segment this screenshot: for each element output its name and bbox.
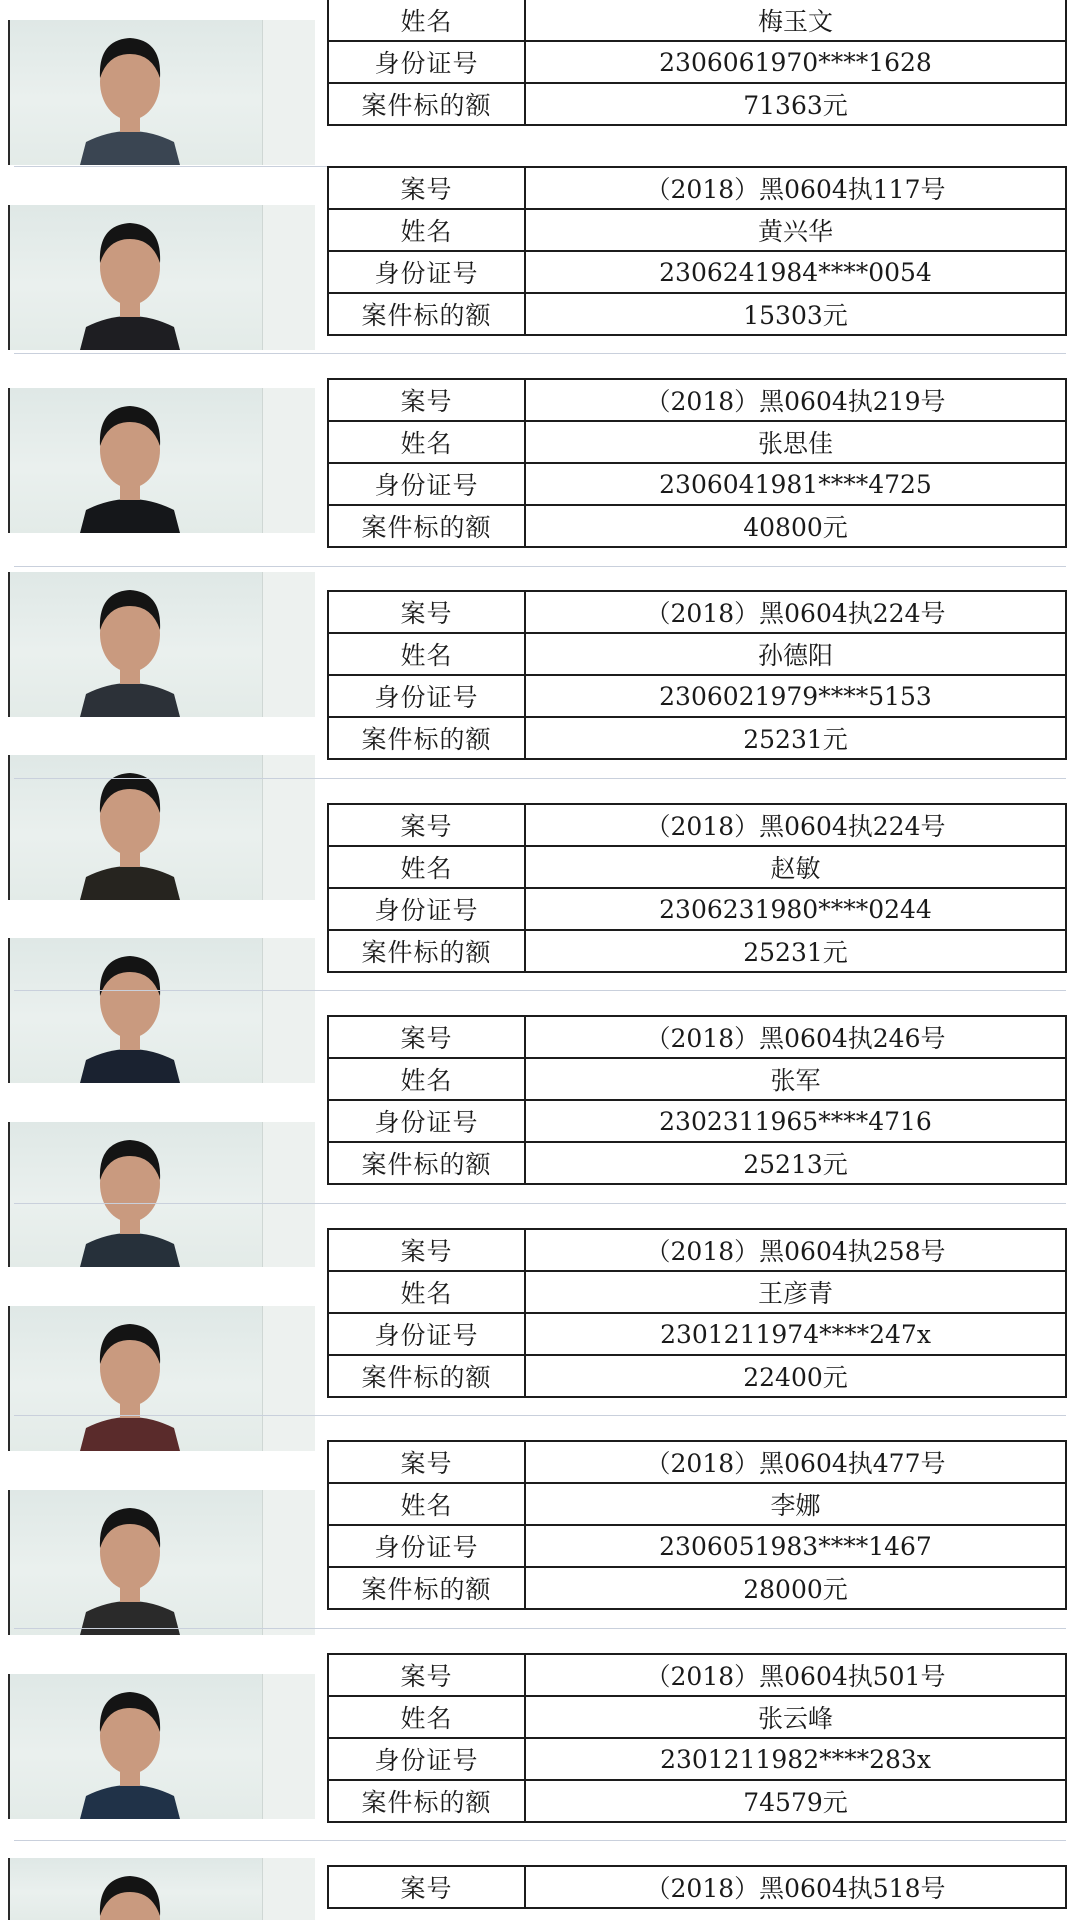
- amount-label: 案件标的额: [328, 83, 525, 125]
- table-row: [328, 209, 1066, 251]
- table-row: [328, 1271, 1066, 1313]
- id-number-value: 2306061970****1628: [525, 41, 1066, 83]
- amount-value: 15303元: [525, 293, 1066, 335]
- id-number-value: 2306241984****0054: [525, 251, 1066, 293]
- table-row: [328, 251, 1066, 293]
- name-value: 李娜: [525, 1483, 1066, 1525]
- amount-label: 案件标的额: [328, 1567, 525, 1609]
- table-row: [328, 505, 1066, 547]
- case-number-value: （2018）黑0604执501号: [525, 1654, 1066, 1696]
- amount-value: 74579元: [525, 1780, 1066, 1822]
- id-number-label: 身份证号: [328, 1100, 525, 1142]
- table-row: [328, 167, 1066, 209]
- name-value: 张军: [525, 1058, 1066, 1100]
- table-row: [328, 930, 1066, 972]
- divider: [14, 1203, 1066, 1204]
- case-number-label: 案号: [328, 591, 525, 633]
- person-portrait-icon: [60, 205, 200, 350]
- id-number-label: 身份证号: [328, 1313, 525, 1355]
- record-table: [327, 1015, 1067, 1185]
- case-number-value: （2018）黑0604执258号: [525, 1229, 1066, 1271]
- amount-label: 案件标的额: [328, 930, 525, 972]
- table-row: [328, 1016, 1066, 1058]
- record-table: [327, 803, 1067, 973]
- person-photo: [8, 1122, 315, 1267]
- case-number-label: 案号: [328, 1654, 525, 1696]
- name-value: 张云峰: [525, 1696, 1066, 1738]
- person-portrait-icon: [60, 388, 200, 533]
- person-photo: [8, 1674, 315, 1819]
- id-number-value: 2301211982****283x: [525, 1738, 1066, 1780]
- case-number-value: （2018）黑0604执117号: [525, 167, 1066, 209]
- table-row: [328, 1738, 1066, 1780]
- name-label: 姓名: [328, 209, 525, 251]
- id-number-label: 身份证号: [328, 1525, 525, 1567]
- table-row: [328, 1567, 1066, 1609]
- person-photo: [8, 205, 315, 350]
- name-label: 姓名: [328, 0, 525, 41]
- record-table: [327, 378, 1067, 548]
- table-row: [328, 591, 1066, 633]
- name-value: 王彦青: [525, 1271, 1066, 1313]
- table-row: [328, 1866, 1066, 1908]
- divider: [14, 990, 1066, 991]
- table-row: [328, 0, 1066, 41]
- person-photo: [8, 938, 315, 1083]
- table-row: [328, 675, 1066, 717]
- divider: [14, 566, 1066, 567]
- person-photo: [8, 1306, 315, 1451]
- case-number-label: 案号: [328, 1866, 525, 1908]
- table-row: [328, 1654, 1066, 1696]
- table-row: [328, 804, 1066, 846]
- case-number-value: （2018）黑0604执224号: [525, 804, 1066, 846]
- table-row: [328, 717, 1066, 759]
- table-row: [328, 293, 1066, 335]
- record-table: [327, 1865, 1067, 1909]
- case-number-label: 案号: [328, 804, 525, 846]
- case-number-label: 案号: [328, 1229, 525, 1271]
- amount-value: 25231元: [525, 930, 1066, 972]
- amount-label: 案件标的额: [328, 293, 525, 335]
- amount-label: 案件标的额: [328, 717, 525, 759]
- record-table: [327, 1228, 1067, 1398]
- person-photo: [8, 572, 315, 717]
- table-row: [328, 1313, 1066, 1355]
- record-table: [327, 590, 1067, 760]
- id-number-label: 身份证号: [328, 41, 525, 83]
- name-label: 姓名: [328, 1483, 525, 1525]
- id-number-value: 2301211974****247x: [525, 1313, 1066, 1355]
- divider: [14, 353, 1066, 354]
- name-label: 姓名: [328, 633, 525, 675]
- id-number-value: 2306041981****4725: [525, 463, 1066, 505]
- table-row: [328, 1525, 1066, 1567]
- person-portrait-icon: [60, 1674, 200, 1819]
- amount-value: 40800元: [525, 505, 1066, 547]
- id-number-label: 身份证号: [328, 463, 525, 505]
- person-portrait-icon: [60, 938, 200, 1083]
- person-photo: [8, 20, 315, 165]
- table-row: [328, 379, 1066, 421]
- person-portrait-icon: [60, 572, 200, 717]
- name-label: 姓名: [328, 846, 525, 888]
- table-row: [328, 1483, 1066, 1525]
- person-portrait-icon: [60, 1122, 200, 1267]
- id-number-label: 身份证号: [328, 675, 525, 717]
- case-number-label: 案号: [328, 167, 525, 209]
- amount-value: 22400元: [525, 1355, 1066, 1397]
- amount-value: 71363元: [525, 83, 1066, 125]
- table-row: [328, 1058, 1066, 1100]
- record-table: [327, 1440, 1067, 1610]
- divider: [14, 1628, 1066, 1629]
- case-number-value: （2018）黑0604执224号: [525, 591, 1066, 633]
- name-label: 姓名: [328, 421, 525, 463]
- table-row: [328, 421, 1066, 463]
- person-photo: [8, 1490, 315, 1635]
- amount-value: 25231元: [525, 717, 1066, 759]
- amount-value: 28000元: [525, 1567, 1066, 1609]
- case-number-label: 案号: [328, 1016, 525, 1058]
- amount-label: 案件标的额: [328, 1355, 525, 1397]
- divider: [14, 1840, 1066, 1841]
- table-row: [328, 888, 1066, 930]
- case-number-label: 案号: [328, 379, 525, 421]
- name-value: 黄兴华: [525, 209, 1066, 251]
- id-number-label: 身份证号: [328, 251, 525, 293]
- id-number-value: 2302311965****4716: [525, 1100, 1066, 1142]
- table-row: [328, 1100, 1066, 1142]
- record-table: [327, 1653, 1067, 1823]
- name-value: 孙德阳: [525, 633, 1066, 675]
- record-table: [327, 0, 1067, 126]
- name-value: 梅玉文: [525, 0, 1066, 41]
- case-number-value: （2018）黑0604执518号: [525, 1866, 1066, 1908]
- name-label: 姓名: [328, 1271, 525, 1313]
- id-number-value: 2306021979****5153: [525, 675, 1066, 717]
- amount-label: 案件标的额: [328, 1780, 525, 1822]
- table-row: [328, 1441, 1066, 1483]
- table-row: [328, 83, 1066, 125]
- person-photo: [8, 388, 315, 533]
- table-row: [328, 1696, 1066, 1738]
- case-number-value: （2018）黑0604执219号: [525, 379, 1066, 421]
- table-row: [328, 1229, 1066, 1271]
- amount-value: 25213元: [525, 1142, 1066, 1184]
- table-row: [328, 1355, 1066, 1397]
- divider: [14, 778, 1066, 779]
- amount-label: 案件标的额: [328, 505, 525, 547]
- person-photo: [8, 1858, 315, 1920]
- amount-label: 案件标的额: [328, 1142, 525, 1184]
- id-number-label: 身份证号: [328, 1738, 525, 1780]
- table-row: [328, 41, 1066, 83]
- person-portrait-icon: [60, 20, 200, 165]
- table-row: [328, 1780, 1066, 1822]
- person-portrait-icon: [60, 755, 200, 900]
- person-portrait-icon: [60, 1858, 200, 1920]
- name-value: 赵敏: [525, 846, 1066, 888]
- id-number-label: 身份证号: [328, 888, 525, 930]
- case-number-value: （2018）黑0604执246号: [525, 1016, 1066, 1058]
- divider: [14, 1415, 1066, 1416]
- table-row: [328, 463, 1066, 505]
- table-row: [328, 846, 1066, 888]
- name-label: 姓名: [328, 1696, 525, 1738]
- person-portrait-icon: [60, 1306, 200, 1451]
- record-table: [327, 166, 1067, 336]
- person-photo: [8, 755, 315, 900]
- case-number-label: 案号: [328, 1441, 525, 1483]
- table-row: [328, 633, 1066, 675]
- case-number-value: （2018）黑0604执477号: [525, 1441, 1066, 1483]
- id-number-value: 2306051983****1467: [525, 1525, 1066, 1567]
- table-row: [328, 1142, 1066, 1184]
- name-label: 姓名: [328, 1058, 525, 1100]
- person-portrait-icon: [60, 1490, 200, 1635]
- id-number-value: 2306231980****0244: [525, 888, 1066, 930]
- name-value: 张思佳: [525, 421, 1066, 463]
